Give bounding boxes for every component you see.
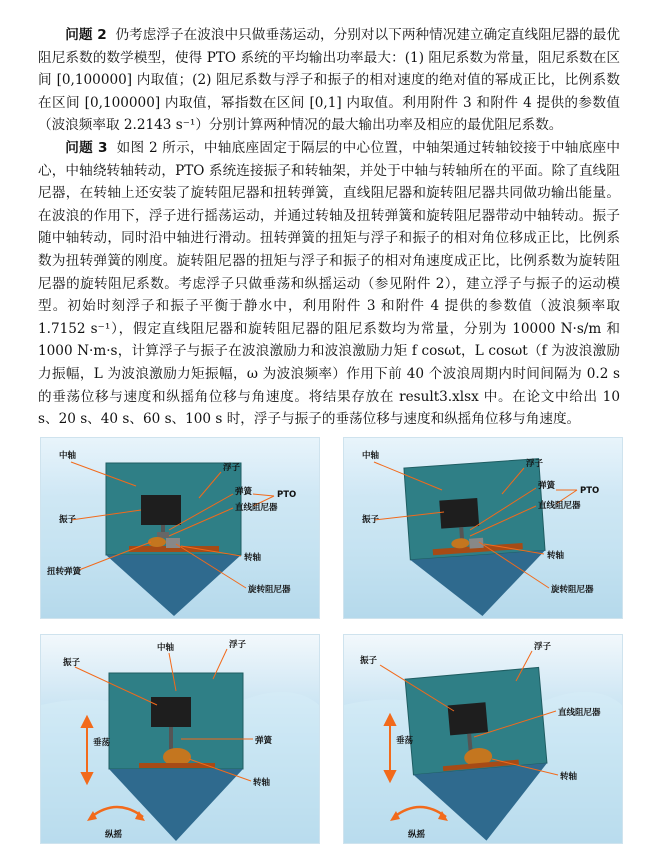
label-zhenzi: 振子 — [63, 658, 81, 668]
question-3-text: 如图 2 所示，中轴底座固定于隔层的中心位置，中轴架通过转轴铰接于中轴底座中心，中轴绕转轴转动，PTO 系统连接振子和转轴架，并处于中轴与转轴所在的平面。除了直线阻尼器，在转轴上还安装了旋转阻尼器和扭转弹簧，直线阻尼器和旋转阻尼器共同做功输出能量。在波浪的作用下，浮子进行摇荡运动，并通过转轴及扭转弹簧和旋转阻尼器带动中轴转动。振子随中轴转动，同时沿中轴进行滑动。扭转弹簧的扭矩与浮子和振子的相对角位移成正比，比例系数为扭转弹簧的刚度。旋转阻尼器的扭矩与浮子和振子的相对角速度成正比，比例系数为旋转阻尼器的旋转阻尼系数。考虑浮子只做垂荡和纵摇运动（参见附件 2），建立浮子与振子的运动模型。初始时刻浮子和振子平衡于静水中，利用附件 3 和附件 4 提供的参数值（波浪频率取 1.7152 s⁻¹），假定直线阻尼器和旋转阻尼器的阻尼系数均为常量，分别为 10000 N·s/m 和 1000 N·m·s，计算浮子与振子在波浪激励力和波浪激励力矩 f cosωt，L cosωt（f 为波浪激励力振幅，L 为波浪激励力矩振幅，ω 为波浪频率）作用下前 40 个波浪周期内时间间隔为 0.2 s 的垂荡位移与速度和纵摇角位移与角速度。将结果存放在 result3.xlsx 中。在论文中给出 10 s、20 s、40 s、60 s、100 s 时，浮子与振子的垂荡位移与速度和纵摇角位移与角速度。 — [38, 139, 620, 428]
label-zongyao: 纵摇 — [408, 830, 426, 840]
body-text — [38, 24, 620, 431]
label-zhixian: 直线阻尼器 — [538, 501, 581, 511]
label-tanhuang: 弹簧 — [538, 481, 556, 491]
label-xuanzhuan: 旋转阻尼器 — [551, 585, 594, 595]
oscillator — [439, 498, 479, 529]
label-tanhuang: 弹簧 — [235, 487, 253, 497]
question-2-text: 仍考虑浮子在波浪中只做垂荡运动，分别对以下两种情况建立确定直线阻尼器的最优阻尼系数的数学模型，使得 PTO 系统的平均输出功率最大：(1) 阻尼系数为常量，阻尼系数在区间 [0,100000] 内取值；(2) 阻尼系数与浮子和振子的相对速度的绝对值的幂成正比，比例系数在区间 [0,100000] 内取值，幂指数在区间 [0,1] 内取值。利用附件 3 和附件 4 提供的参数值（波浪频率取 2.2143 s⁻¹）分别计算两种情况的最大输出功率及相应的最优阻尼系数。 — [38, 27, 620, 134]
label-chuidang: 垂荡 — [396, 736, 414, 746]
figure-top-left — [40, 437, 320, 619]
label-zhuanzhou: 转轴 — [547, 551, 565, 561]
figure-top-right — [343, 437, 623, 619]
label-fuzi: 浮子 — [526, 459, 544, 469]
label-chuidang: 垂荡 — [93, 738, 111, 748]
label-fuzi: 浮子 — [229, 640, 247, 650]
label-fuzi: 浮子 — [223, 463, 241, 473]
question-2-label: 问题 2 — [65, 27, 107, 43]
oscillator — [151, 697, 191, 727]
label-niuzhuan: 扭转弹簧 — [47, 567, 82, 577]
label-zhenzi: 振子 — [360, 656, 378, 666]
label-zhixian: 直线阻尼器 — [558, 708, 601, 718]
label-zhuanzhou: 转轴 — [560, 772, 578, 782]
question-3-label: 问题 3 — [65, 139, 108, 156]
label-zhenzi: 振子 — [362, 515, 380, 525]
label-zhenzi: 振子 — [59, 515, 77, 525]
oscillator — [448, 702, 488, 735]
label-zongyao: 纵摇 — [105, 830, 123, 840]
label-zhongzhou: 中轴 — [362, 451, 380, 461]
label-tanhuang: 弹簧 — [255, 736, 273, 746]
label-zhongzhou: 中轴 — [59, 451, 77, 461]
label-zhixian: 直线阻尼器 — [235, 503, 278, 513]
label-pto: PTO — [580, 486, 600, 496]
paragraph-question-3 — [38, 137, 620, 431]
label-zhongzhou: 中轴 — [157, 643, 175, 653]
label-zhuanzhou: 转轴 — [253, 778, 271, 788]
label-xuanzhuan: 旋转阻尼器 — [248, 585, 291, 595]
label-zhuanzhou: 转轴 — [244, 553, 262, 563]
label-pto: PTO — [277, 490, 297, 500]
oscillator — [141, 495, 181, 525]
figure-bottom-left — [40, 634, 320, 844]
figure-bottom-right — [343, 634, 623, 844]
paragraph-question-2 — [38, 24, 620, 137]
label-fuzi: 浮子 — [534, 642, 552, 652]
